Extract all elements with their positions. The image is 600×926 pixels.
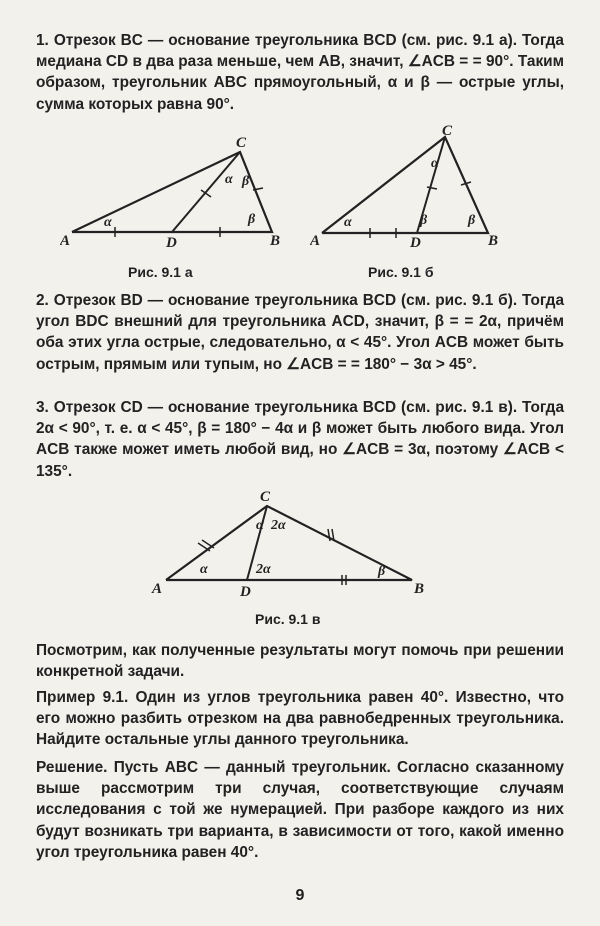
angle-beta: β [468, 213, 476, 228]
paragraph-transition: Посмотрим, как полученные результаты могут помочь при решении конкретной задачи. [36, 642, 564, 681]
angle-alpha: α [225, 172, 233, 187]
page-number: 9 [295, 887, 305, 904]
example-heading: Пример 9.1. [36, 689, 129, 706]
paragraph-case-2: 2. Отрезок BD — основание треугольника BCD (см. рис. 9.1 б). Тогда угол BDC внешний для треугольника ACD, значит, β = = 2α, причём оба этих угла острые, следовательно, α < 45°. Угол ACB может быть острым, прямым или тупым, но ∠ACB = = 180° − 3α > 45°. [36, 292, 564, 373]
caption-9-1a: Рис. 9.1 а [128, 264, 193, 280]
label-c: C [260, 489, 271, 505]
label-b: B [488, 233, 499, 249]
caption-9-1v: Рис. 9.1 в [255, 611, 321, 627]
label-a: A [310, 233, 321, 249]
paragraph-case-1: 1. Отрезок BC — основание треугольника BCD (см. рис. 9.1 а). Тогда медиана CD в два раза меньше, чем AB, значит, ∠ACB = = 90°. Таким образом, треугольник ABC прямоугольный, α и β — острые углы, сумма которых равна 90°. [36, 32, 564, 113]
label-b: B [270, 233, 281, 249]
angle-beta: β [242, 174, 250, 189]
label-d: D [166, 235, 177, 250]
tick-mark [328, 529, 330, 541]
paragraph-solution [36, 757, 564, 863]
angle-beta: β [420, 213, 428, 228]
label-c: C [236, 135, 247, 151]
angle-alpha: α [200, 562, 208, 577]
label-a: A [60, 233, 71, 249]
label-d: D [240, 584, 251, 600]
angle-alpha: α [104, 215, 112, 230]
angle-two-alpha: 2α [271, 518, 286, 533]
label-d: D [410, 235, 421, 250]
example-text: Один из углов треугольника равен 40°. Известно, что его можно разбить отрезком на два равнобедренных треугольника. Найдите остальные углы данного треугольника. [36, 689, 564, 749]
angle-alpha: α [344, 215, 352, 230]
caption-9-1b: Рис. 9.1 б [368, 264, 434, 280]
angle-alpha: α [256, 518, 264, 533]
tick-mark [427, 187, 437, 189]
label-c: C [442, 125, 453, 139]
angle-beta: β [248, 212, 256, 227]
figure-9-1v [150, 487, 440, 602]
angle-beta: β [378, 564, 386, 579]
solution-heading: Решение. [36, 759, 108, 776]
figure-9-1a [60, 135, 290, 250]
solution-text: Пусть ABC — данный треугольник. Согласно сказанному выше рассмотрим три случая, соответствующие случаям исследования с той же нумерацией. При разборе каждого из них будут возникать три варианта, в зависимости от того, какой именно угол треугольника равен 40°. [36, 759, 564, 861]
label-a: A [152, 581, 163, 597]
triangle-abc [72, 152, 272, 232]
angle-alpha: α [431, 156, 439, 171]
median-cd [172, 152, 240, 232]
paragraph-example [36, 687, 564, 751]
paragraph-case-3: 3. Отрезок CD — основание треугольника BCD (см. рис. 9.1 в). Тогда 2α < 90°, т. е. α < 45°, β = 180° − 4α и β может быть любого вида. Угол ACB также может иметь любой вид, но ∠ACB = 3α, поэтому ∠ACB < 135°. [36, 399, 564, 480]
figure-9-1b [310, 125, 540, 250]
label-b: B [414, 581, 425, 597]
angle-two-alpha: 2α [256, 562, 271, 577]
